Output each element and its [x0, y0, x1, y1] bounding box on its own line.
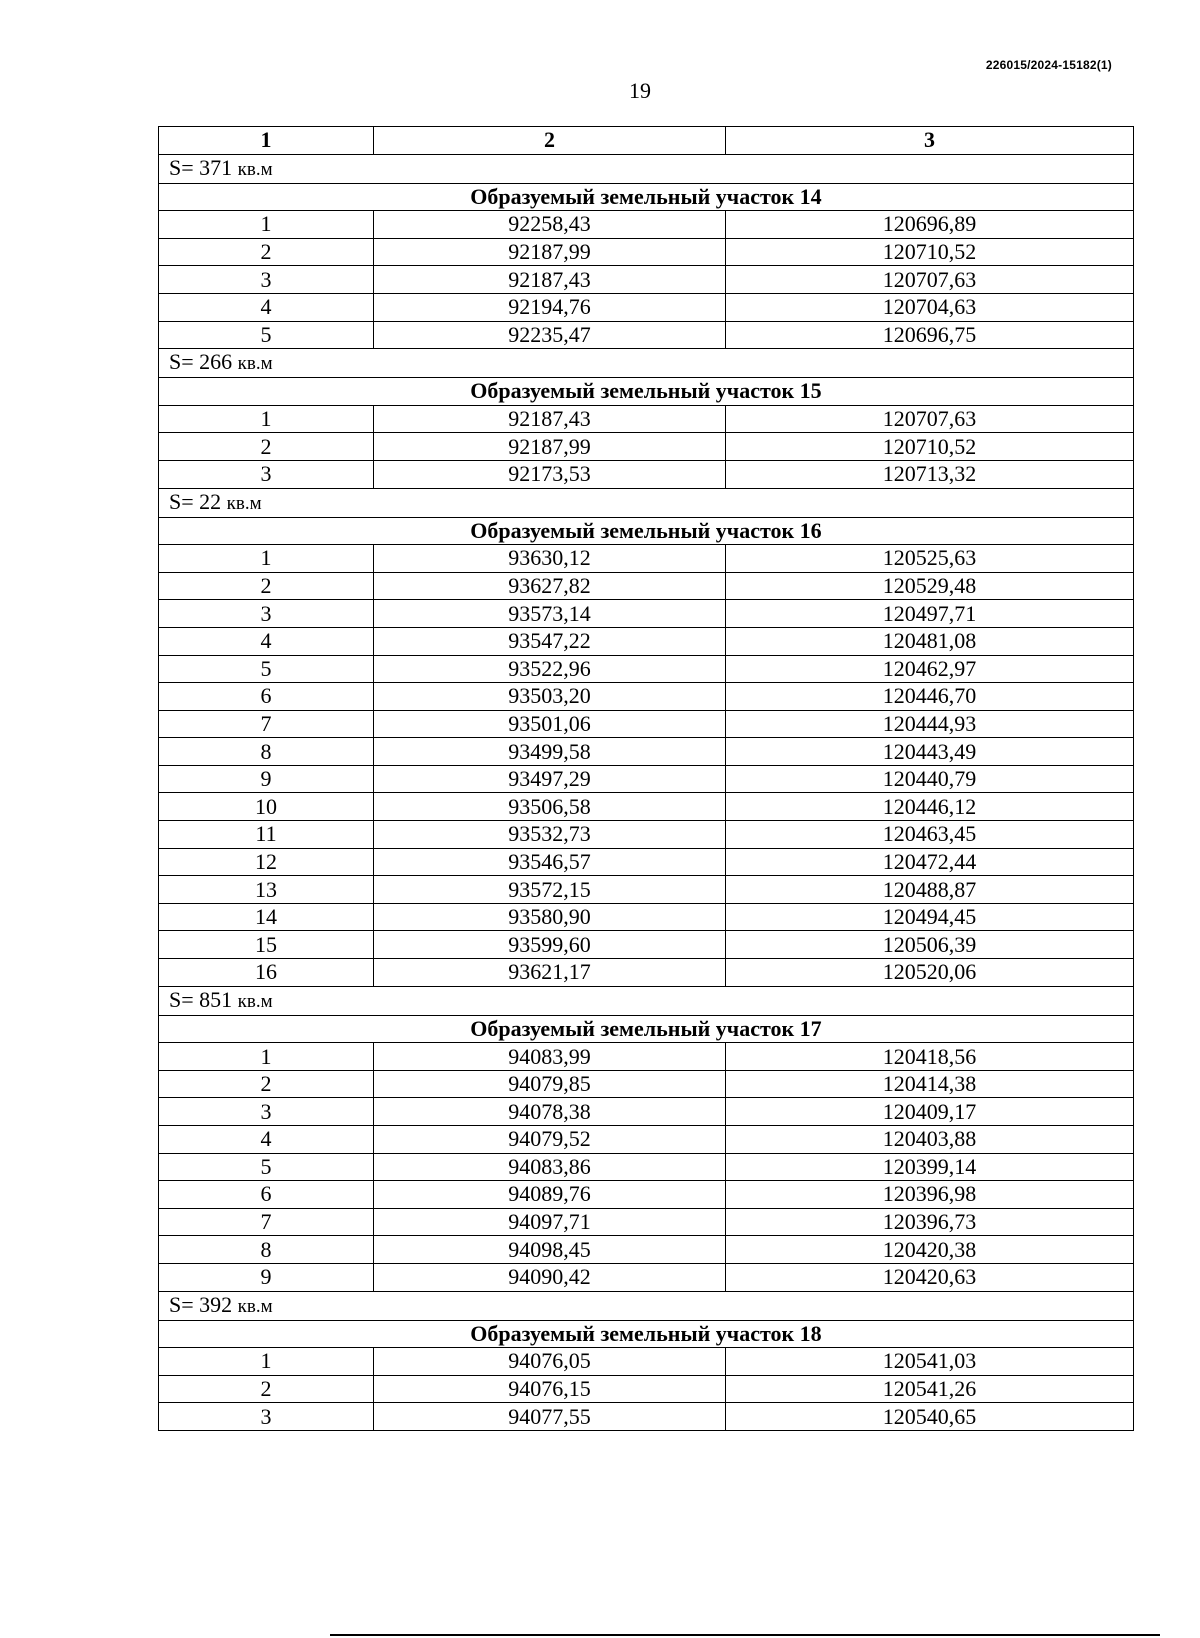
area-value: S= 371 [169, 154, 233, 180]
table-row [159, 738, 1134, 766]
table-row [159, 1181, 1134, 1209]
table-row [159, 1403, 1134, 1431]
area-cell [159, 488, 1134, 517]
table-row [159, 572, 1134, 600]
table-row [159, 876, 1134, 904]
coord-x: 92235,47 [374, 321, 726, 349]
coord-y: 120529,48 [726, 572, 1134, 600]
area-cell [159, 986, 1134, 1015]
table-row [159, 1208, 1134, 1236]
coord-y: 120396,73 [726, 1208, 1134, 1236]
table-row [159, 1348, 1134, 1376]
area-value: S= 266 [169, 349, 233, 375]
plot-title: Образуемый земельный участок 18 [159, 1320, 1134, 1348]
coord-x: 93506,58 [374, 793, 726, 821]
point-number: 2 [159, 1375, 374, 1403]
area-row [159, 154, 1134, 183]
table-row [159, 600, 1134, 628]
point-number: 16 [159, 959, 374, 987]
table-row [159, 710, 1134, 738]
point-number: 9 [159, 1263, 374, 1291]
point-number: 3 [159, 1098, 374, 1126]
coord-y: 120462,97 [726, 655, 1134, 683]
coord-x: 94097,71 [374, 1208, 726, 1236]
coord-y: 120446,12 [726, 793, 1134, 821]
point-number: 4 [159, 293, 374, 321]
page-number: 19 [629, 78, 651, 103]
coord-x: 93501,06 [374, 710, 726, 738]
point-number: 8 [159, 738, 374, 766]
coord-y: 120710,52 [726, 433, 1134, 461]
point-number: 1 [159, 1348, 374, 1376]
point-number: 15 [159, 931, 374, 959]
coord-x: 92258,43 [374, 211, 726, 239]
point-number: 2 [159, 433, 374, 461]
point-number: 5 [159, 1153, 374, 1181]
coord-x: 93627,82 [374, 572, 726, 600]
area-unit: кв.м [237, 353, 273, 375]
point-number: 3 [159, 1403, 374, 1431]
table-row [159, 321, 1134, 349]
point-number: 6 [159, 683, 374, 711]
table-row [159, 903, 1134, 931]
area-row [159, 986, 1134, 1015]
coord-y: 120506,39 [726, 931, 1134, 959]
plot-title-row [159, 1320, 1134, 1348]
table-row [159, 293, 1134, 321]
coord-x: 93547,22 [374, 627, 726, 655]
table-row [159, 765, 1134, 793]
coord-x: 93532,73 [374, 821, 726, 849]
point-number: 3 [159, 460, 374, 488]
area-unit: кв.м [237, 158, 273, 180]
area-unit: кв.м [226, 492, 262, 514]
table-row [159, 931, 1134, 959]
table-row [159, 1126, 1134, 1154]
coord-y: 120696,75 [726, 321, 1134, 349]
table-row [159, 460, 1134, 488]
point-number: 14 [159, 903, 374, 931]
plot-title-row [159, 378, 1134, 406]
plot-title-row [159, 517, 1134, 545]
table-row [159, 1263, 1134, 1291]
point-number: 1 [159, 1043, 374, 1071]
coord-x: 94079,85 [374, 1070, 726, 1098]
point-number: 2 [159, 1070, 374, 1098]
coord-y: 120463,45 [726, 821, 1134, 849]
plot-title: Образуемый земельный участок 17 [159, 1015, 1134, 1043]
coord-x: 93497,29 [374, 765, 726, 793]
coord-y: 120541,26 [726, 1375, 1134, 1403]
coord-y: 120488,87 [726, 876, 1134, 904]
coord-y: 120472,44 [726, 848, 1134, 876]
area-cell [159, 1291, 1134, 1320]
point-number: 2 [159, 238, 374, 266]
coordinates-table [158, 126, 1134, 1431]
table-row [159, 405, 1134, 433]
coord-x: 92173,53 [374, 460, 726, 488]
table-row [159, 1043, 1134, 1071]
coord-y: 120414,38 [726, 1070, 1134, 1098]
area-row [159, 488, 1134, 517]
column-header: 3 [726, 127, 1134, 155]
table-row [159, 793, 1134, 821]
point-number: 4 [159, 627, 374, 655]
coord-x: 92187,99 [374, 433, 726, 461]
area-cell [159, 349, 1134, 378]
table-row [159, 433, 1134, 461]
area-unit: кв.м [237, 990, 273, 1012]
coord-x: 94076,15 [374, 1375, 726, 1403]
plot-title-row [159, 1015, 1134, 1043]
bottom-rule [330, 1634, 1160, 1636]
area-unit: кв.м [237, 1295, 273, 1317]
coord-x: 93630,12 [374, 545, 726, 573]
point-number: 3 [159, 266, 374, 294]
plot-title: Образуемый земельный участок 14 [159, 183, 1134, 211]
point-number: 6 [159, 1181, 374, 1209]
table-row [159, 821, 1134, 849]
point-number: 13 [159, 876, 374, 904]
point-number: 11 [159, 821, 374, 849]
point-number: 8 [159, 1236, 374, 1264]
coord-y: 120440,79 [726, 765, 1134, 793]
point-number: 2 [159, 572, 374, 600]
coord-x: 94089,76 [374, 1181, 726, 1209]
coord-y: 120707,63 [726, 266, 1134, 294]
area-value: S= 851 [169, 986, 233, 1012]
coord-y: 120707,63 [726, 405, 1134, 433]
coord-x: 94077,55 [374, 1403, 726, 1431]
coord-y: 120443,49 [726, 738, 1134, 766]
coord-x: 93572,15 [374, 876, 726, 904]
coord-y: 120520,06 [726, 959, 1134, 987]
coord-y: 120540,65 [726, 1403, 1134, 1431]
table-row [159, 238, 1134, 266]
table-row [159, 655, 1134, 683]
coord-y: 120409,17 [726, 1098, 1134, 1126]
table-row [159, 848, 1134, 876]
coord-x: 93546,57 [374, 848, 726, 876]
coord-y: 120710,52 [726, 238, 1134, 266]
coord-x: 94083,99 [374, 1043, 726, 1071]
point-number: 12 [159, 848, 374, 876]
plot-title-row [159, 183, 1134, 211]
coord-x: 94090,42 [374, 1263, 726, 1291]
area-cell [159, 154, 1134, 183]
coord-y: 120399,14 [726, 1153, 1134, 1181]
point-number: 7 [159, 710, 374, 738]
table-row [159, 1070, 1134, 1098]
table-row [159, 1153, 1134, 1181]
coord-x: 93621,17 [374, 959, 726, 987]
table-row [159, 211, 1134, 239]
document-id: 226015/2024-15182(1) [985, 58, 1112, 72]
coord-x: 93599,60 [374, 931, 726, 959]
coord-x: 93499,58 [374, 738, 726, 766]
coord-y: 120525,63 [726, 545, 1134, 573]
coord-x: 94076,05 [374, 1348, 726, 1376]
coord-x: 92187,99 [374, 238, 726, 266]
coord-y: 120541,03 [726, 1348, 1134, 1376]
coord-y: 120396,98 [726, 1181, 1134, 1209]
coord-y: 120420,63 [726, 1263, 1134, 1291]
coord-y: 120696,89 [726, 211, 1134, 239]
area-row [159, 1291, 1134, 1320]
coord-x: 93522,96 [374, 655, 726, 683]
coord-y: 120494,45 [726, 903, 1134, 931]
table-row [159, 959, 1134, 987]
column-header: 2 [374, 127, 726, 155]
point-number: 9 [159, 765, 374, 793]
coord-y: 120444,93 [726, 710, 1134, 738]
area-value: S= 392 [169, 1291, 233, 1317]
table-row [159, 545, 1134, 573]
point-number: 7 [159, 1208, 374, 1236]
coord-y: 120704,63 [726, 293, 1134, 321]
table-row [159, 1375, 1134, 1403]
coord-x: 94098,45 [374, 1236, 726, 1264]
point-number: 1 [159, 405, 374, 433]
area-row [159, 349, 1134, 378]
coord-x: 92194,76 [374, 293, 726, 321]
coord-x: 92187,43 [374, 266, 726, 294]
point-number: 3 [159, 600, 374, 628]
point-number: 5 [159, 655, 374, 683]
point-number: 4 [159, 1126, 374, 1154]
coord-x: 94083,86 [374, 1153, 726, 1181]
table-row [159, 1236, 1134, 1264]
coord-y: 120420,38 [726, 1236, 1134, 1264]
coord-y: 120403,88 [726, 1126, 1134, 1154]
coord-x: 93573,14 [374, 600, 726, 628]
table-row [159, 627, 1134, 655]
table-row [159, 266, 1134, 294]
coord-y: 120446,70 [726, 683, 1134, 711]
area-value: S= 22 [169, 488, 222, 514]
coord-y: 120713,32 [726, 460, 1134, 488]
table-row [159, 1098, 1134, 1126]
coord-y: 120418,56 [726, 1043, 1134, 1071]
coord-x: 93503,20 [374, 683, 726, 711]
plot-title: Образуемый земельный участок 16 [159, 517, 1134, 545]
coord-x: 93580,90 [374, 903, 726, 931]
point-number: 1 [159, 211, 374, 239]
coordinates-table-body [159, 127, 1134, 1431]
table-row [159, 683, 1134, 711]
coord-y: 120497,71 [726, 600, 1134, 628]
point-number: 1 [159, 545, 374, 573]
coord-x: 94079,52 [374, 1126, 726, 1154]
coord-x: 92187,43 [374, 405, 726, 433]
point-number: 10 [159, 793, 374, 821]
coord-y: 120481,08 [726, 627, 1134, 655]
plot-title: Образуемый земельный участок 15 [159, 378, 1134, 406]
point-number: 5 [159, 321, 374, 349]
column-header: 1 [159, 127, 374, 155]
coord-x: 94078,38 [374, 1098, 726, 1126]
column-header-row [159, 127, 1134, 155]
